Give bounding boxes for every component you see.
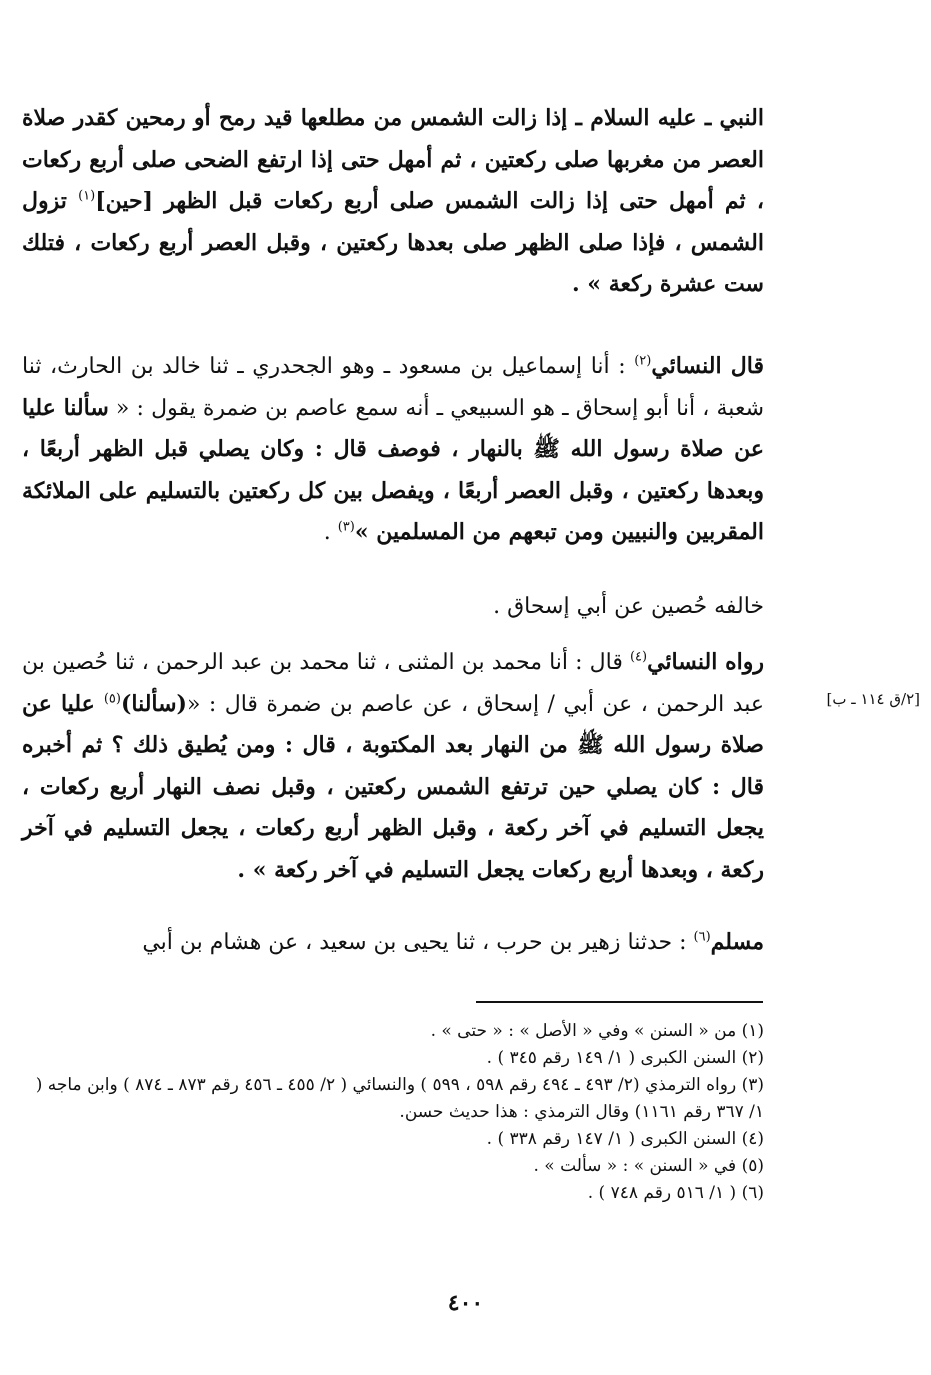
page-number: ٤٠٠ [447, 1290, 484, 1316]
footnote-1: (١) من « السنن » وفي « الأصل » : « حتى » . [430, 1021, 764, 1041]
footnote-6: (٦) ( ١/ ٥١٦ رقم ٧٤٨ ) . [587, 1183, 764, 1203]
footnote-3: (٣) رواه الترمذي (٢/ ٤٩٣ ـ ٤٩٤ رقم ٥٩٨ ، ٥٩٩ ) والنسائي ( ٢/ ٤٥٥ ـ ٤٥٦ رقم ٨٧٣ ـ ٨٧٤ ) وابن ماجه ( ١/ ٣٦٧ رقم ١١٦١) وقال الترمذي : هذا حديث حسن. [35, 1075, 764, 1122]
manuscript-folio-note: [٢/ق ١١٤ ـ ب] [826, 690, 920, 708]
paragraph-muslim [22, 922, 764, 964]
text-run: خالفه حُصين عن أبي إسحاق . [493, 594, 764, 619]
paragraph-nasai-second [22, 642, 764, 891]
text-run: . [323, 520, 338, 545]
footnotes [22, 1018, 764, 1207]
matn-word: (سألنا) [120, 690, 187, 717]
footnote-ref-5[interactable]: (٥) [103, 691, 121, 707]
footnote-4: (٤) السنن الكبرى ( ١/ ١٤٧ رقم ٣٣٨ ) . [486, 1129, 764, 1149]
footnote-ref-3[interactable]: (٣) [337, 519, 355, 535]
isnad-text: قال : أنا محمد بن المثنى ، ثنا محمد بن عبد الرحمن ، ثنا حُصين بن عبد الرحمن ، عن أبي / إسحاق ، عن عاصم بن ضمرة قال : « [22, 650, 764, 717]
paragraph-nasai-chain [22, 346, 764, 554]
footnote-ref-2[interactable]: (٢) [634, 353, 652, 369]
source-label: قال النسائي [651, 353, 764, 379]
paragraph-khalafahu [22, 586, 764, 628]
isnad-text: : أنا إسماعيل بن مسعود ـ وهو الجحدري ـ ثنا خالد بن الحارث، ثنا شعبة ، أنا أبو إسحاق ـ هو السبيعي ـ أنه سمع عاصم بن ضمرة يقول : « [22, 354, 764, 421]
source-label: مسلم [710, 929, 764, 955]
isnad-text: : حدثنا زهير بن حرب ، ثنا يحيى بن سعيد ، عن هشام بن أبي [142, 930, 694, 955]
footnote-ref-4[interactable]: (٤) [629, 649, 648, 665]
footnote-ref-6[interactable]: (٦) [693, 929, 711, 945]
source-label: رواه النسائي [647, 649, 764, 675]
paragraph-hadith-continuation [22, 98, 764, 306]
footnote-ref-1[interactable]: (١) [78, 188, 96, 204]
matn-text: سألنا عليا عن صلاة رسول الله ﷺ بالنهار ، فوصف قال : وكان يصلي قبل الظهر أربعًا ، وبعدها ركعتين ، وقبل العصر أربعًا ، ويفصل بين كل ركعتين بالتسليم على الملائكة المقربين والنبيين ومن تبعهم من المسلمين » [22, 394, 764, 545]
text-run: تزول الشمس ، فإذا صلى الظهر صلى بعدها ركعتين ، وقبل العصر أربع ركعات ، فتلك ست عشرة ركعة » . [22, 188, 764, 297]
matn-text: عليا عن صلاة رسول الله ﷺ من النهار بعد المكتوبة ، قال : ومن يُطيق ذلك ؟ ثم أخبره قال : كان يصلي حين ترتفع الشمس ركعتين ، وقبل نصف النهار أربع ركعات ، يجعل التسليم في آخر ركعة ، وقبل الظهر أربع ركعات ، يجعل التسليم في آخر ركعة ، وبعدها أربع ركعات يجعل التسليم في آخر ركعة » . [22, 690, 764, 883]
footnote-5: (٥) في « السنن » : « سألت » . [533, 1156, 764, 1176]
footnote-2: (٢) السنن الكبرى ( ١/ ١٤٩ رقم ٣٤٥ ) . [486, 1048, 764, 1068]
footnote-separator [476, 1001, 763, 1003]
text-run: النبي ـ عليه السلام ـ إذا زالت الشمس من مطلعها قيد رمح أو رمحين كقدر صلاة العصر من مغربها صلى ركعتين ، ثم أمهل حتى إذا ارتفع الضحى صلى أربع ركعات ، ثم أمهل حتى إذا زالت الشمس صلى أربع ركعات قبل الظهر [حين] [22, 105, 765, 214]
